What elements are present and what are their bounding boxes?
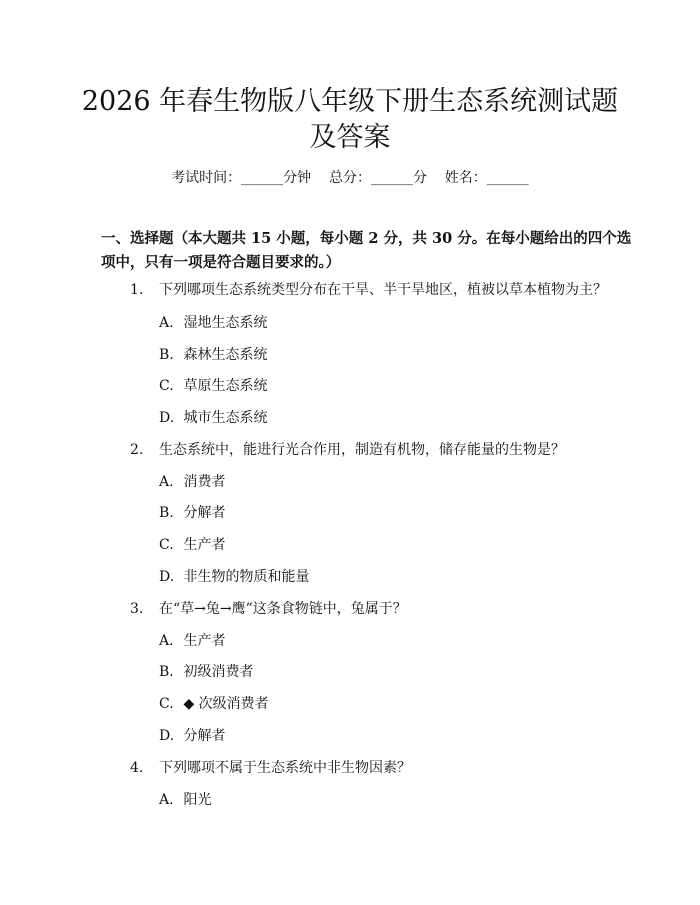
option-label: D. xyxy=(159,569,175,585)
option-text: ◆ 次级消费者 xyxy=(183,696,269,712)
option-label: D. xyxy=(159,728,175,744)
option-label: C. xyxy=(159,696,174,712)
option-label: A. xyxy=(159,633,174,649)
page-title-line-1: 2026 年春生物版八年级下册生态系统测试题 xyxy=(81,86,619,117)
option-text: 分解者 xyxy=(183,505,226,521)
section-heading-line-2: 项中，只有一项是符合题目要求的。） xyxy=(101,254,341,271)
option-item xyxy=(159,535,225,555)
option-text: 分解者 xyxy=(183,728,226,744)
question-text: 生态系统中，能进行光合作用，制造有机物，储存能量的生物是？ xyxy=(159,442,565,458)
option-item xyxy=(159,472,225,492)
option-label: D. xyxy=(159,410,175,426)
question-number: 4. xyxy=(130,760,144,776)
option-text: 森林生态系统 xyxy=(183,347,268,363)
option-item xyxy=(159,790,211,810)
question-number: 1. xyxy=(130,282,144,298)
option-text: 非生物的物质和能量 xyxy=(183,569,310,585)
question-number: 3. xyxy=(130,601,144,617)
option-item xyxy=(159,662,253,682)
option-label: B. xyxy=(159,347,174,363)
option-item xyxy=(159,694,269,714)
option-label: C. xyxy=(159,537,174,553)
option-text: 城市生态系统 xyxy=(183,410,268,426)
exam-meta-info: 考试时间：______分钟 总分：______分 姓名：______ xyxy=(171,170,529,186)
option-item xyxy=(159,726,225,746)
option-label: C. xyxy=(159,378,174,394)
option-item xyxy=(159,408,267,428)
page-title-line-2: 及答案 xyxy=(309,122,391,153)
option-text: 初级消费者 xyxy=(183,664,254,680)
option-text: 湿地生态系统 xyxy=(183,315,268,331)
option-item xyxy=(159,376,267,396)
option-label: B. xyxy=(159,505,174,521)
option-item xyxy=(159,503,225,523)
question-number: 2. xyxy=(130,442,144,458)
option-text: 消费者 xyxy=(183,474,226,490)
option-label: A. xyxy=(159,792,174,808)
option-text: 草原生态系统 xyxy=(183,378,268,394)
question-text: 下列哪项不属于生态系统中非生物因素？ xyxy=(159,760,411,776)
question-text: 在“草→兔→鹰”这条食物链中，兔属于？ xyxy=(159,601,407,617)
option-item xyxy=(159,631,225,651)
option-label: A. xyxy=(159,315,174,331)
option-item xyxy=(159,313,267,333)
option-text: 生产者 xyxy=(183,537,226,553)
option-text: 阳光 xyxy=(183,792,212,808)
question-text: 下列哪项生态系统类型分布在干旱、半干旱地区，植被以草本植物为主？ xyxy=(159,282,607,298)
section-heading-line-1: 一、选择题（本大题共 15 小题，每小题 2 分，共 30 分。在每小题给出的四个选 xyxy=(101,230,632,247)
option-label: B. xyxy=(159,664,174,680)
option-label: A. xyxy=(159,474,174,490)
option-item xyxy=(159,345,267,365)
option-text: 生产者 xyxy=(183,633,226,649)
option-item xyxy=(159,567,309,587)
